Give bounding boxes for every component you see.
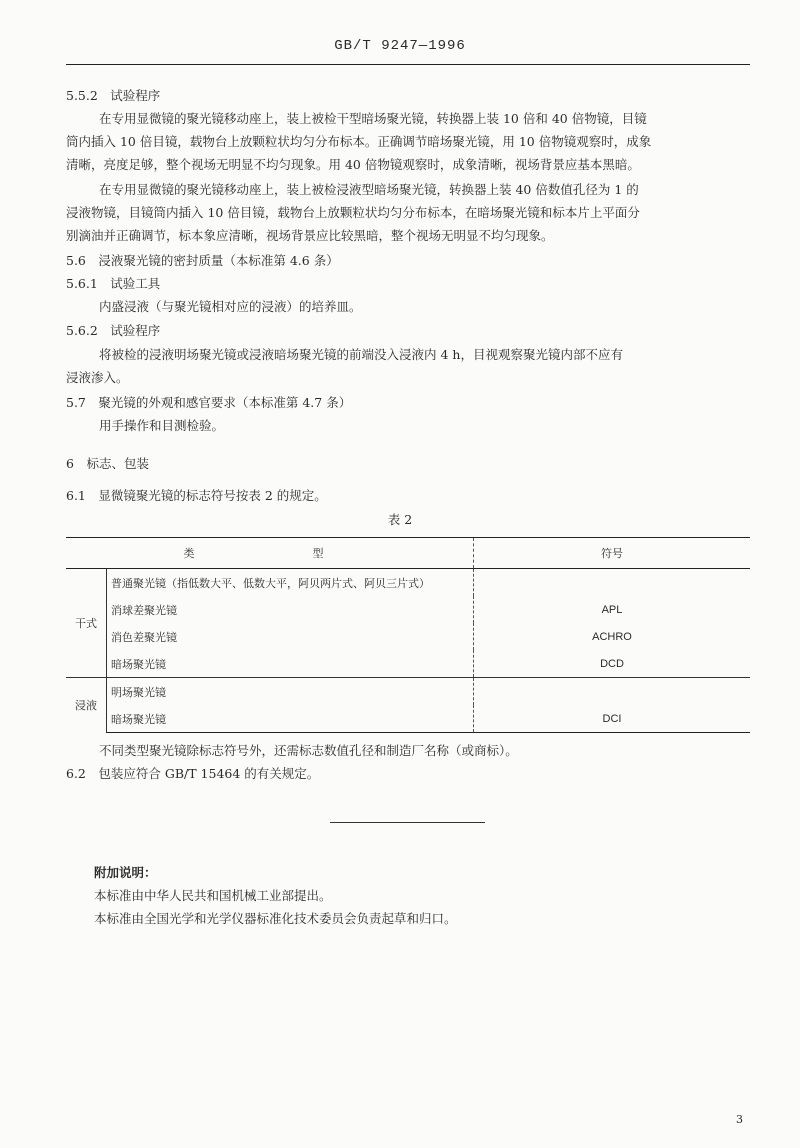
symbol-cell: DCI: [474, 705, 751, 733]
section-5-6-heading: 5.6 浸液聚光镜的密封质量（本标准第 4.6 条）: [66, 253, 339, 268]
additional-notes-title: 附加说明：: [94, 865, 157, 880]
table-caption: 表 2: [387, 512, 413, 527]
section-6-2-heading: 6.2 包装应符合 GB/T 15464 的有关规定。: [66, 766, 320, 781]
paragraph-line: 在专用显微镜的聚光镜移动座上，装上被检干型暗场聚光镜，转换器上装 10 倍和 40 倍物镜，目镜: [99, 111, 647, 126]
symbol-cell: APL: [601, 603, 623, 616]
column-header-symbol: 符号: [474, 538, 751, 569]
section-6-1-heading: 6.1 显微镜聚光镜的标志符号按表 2 的规定。: [66, 488, 327, 503]
section-5-6-1-heading: 5.6.1 试验工具: [66, 276, 161, 291]
table-note: 不同类型聚光镜除标志符号外，还需标志数值孔径和制造厂名称（或商标）。: [99, 743, 518, 758]
table-row: [66, 678, 750, 706]
group-label-dry: 干式: [66, 569, 107, 678]
paragraph-line: 在专用显微镜的聚光镜移动座上，装上被检浸液型暗场聚光镜，转换器上装 40 倍数值孔径为 1 的: [99, 182, 639, 197]
type-cell: 普通聚光镜（指低数大平、低数大平，阿贝两片式、阿贝三片式）: [107, 569, 474, 597]
type-cell: 明场聚光镜: [107, 678, 474, 706]
table-row: [66, 705, 750, 733]
paragraph-line: 清晰，亮度足够，整个视场无明显不均匀现象。用 40 倍物镜观察时，成象清晰，视场背景应基本黑暗。: [66, 157, 640, 172]
page-header: GB/T 9247—1996: [334, 38, 466, 54]
paragraph-line: 用手操作和目测检验。: [99, 418, 225, 433]
symbol-cell: DCD: [600, 657, 624, 670]
paragraph-line: 别滴油并正确调节，标本象应清晰，视场背景应比较黑暗，整个视场无明显不均匀现象。: [66, 228, 554, 243]
section-5-6-2-heading: 5.6.2 试验程序: [66, 323, 161, 338]
symbol-cell: [474, 678, 751, 706]
type-cell: 消球差聚光镜: [107, 596, 474, 623]
paragraph-line: 将被检的浸液明场聚光镜或浸液暗场聚光镜的前端没入浸液内 4 h，目视观察聚光镜内部不应有: [99, 347, 623, 362]
table-row: [66, 623, 750, 650]
section-6-heading: 6 标志、包装: [66, 456, 149, 471]
symbol-cell: [474, 569, 751, 597]
table-row: [66, 569, 750, 597]
header-rule: [66, 64, 750, 65]
additional-note-line: 本标准由中华人民共和国机械工业部提出。: [94, 888, 332, 903]
end-separator-line: [330, 822, 485, 823]
section-5-7-heading: 5.7 聚光镜的外观和感官要求（本标准第 4.7 条）: [66, 395, 352, 410]
type-cell: 暗场聚光镜: [107, 705, 474, 733]
table-header-row: [66, 538, 750, 569]
paragraph-line: 浸液渗入。: [66, 370, 129, 385]
section-5-5-2-heading: 5.5.2 试验程序: [66, 88, 161, 103]
table-row: [66, 596, 750, 623]
paragraph-line: 内盛浸液（与聚光镜相对应的浸液）的培养皿。: [99, 299, 362, 314]
symbol-table: [66, 537, 750, 733]
type-cell: 暗场聚光镜: [107, 650, 474, 678]
symbol-cell: ACHRO: [592, 630, 632, 643]
table-row: [66, 650, 750, 678]
group-label-immersion: 浸液: [66, 678, 107, 733]
page-number: 3: [736, 1113, 743, 1126]
type-cell: 消色差聚光镜: [107, 623, 474, 650]
paragraph-line: 筒内插入 10 倍目镜，载物台上放颗粒状均匀分布标本。正确调节暗场聚光镜，用 10 倍物镜观察时，成象: [66, 134, 652, 149]
additional-note-line: 本标准由全国光学和光学仪器标准化技术委员会负责起草和归口。: [94, 911, 457, 926]
paragraph-line: 浸液物镜，目镜筒内插入 10 倍目镜，载物台上放颗粒状均匀分布标本，在暗场聚光镜和标本片上平面分: [66, 205, 640, 220]
column-header-type: 类 型: [66, 538, 474, 569]
